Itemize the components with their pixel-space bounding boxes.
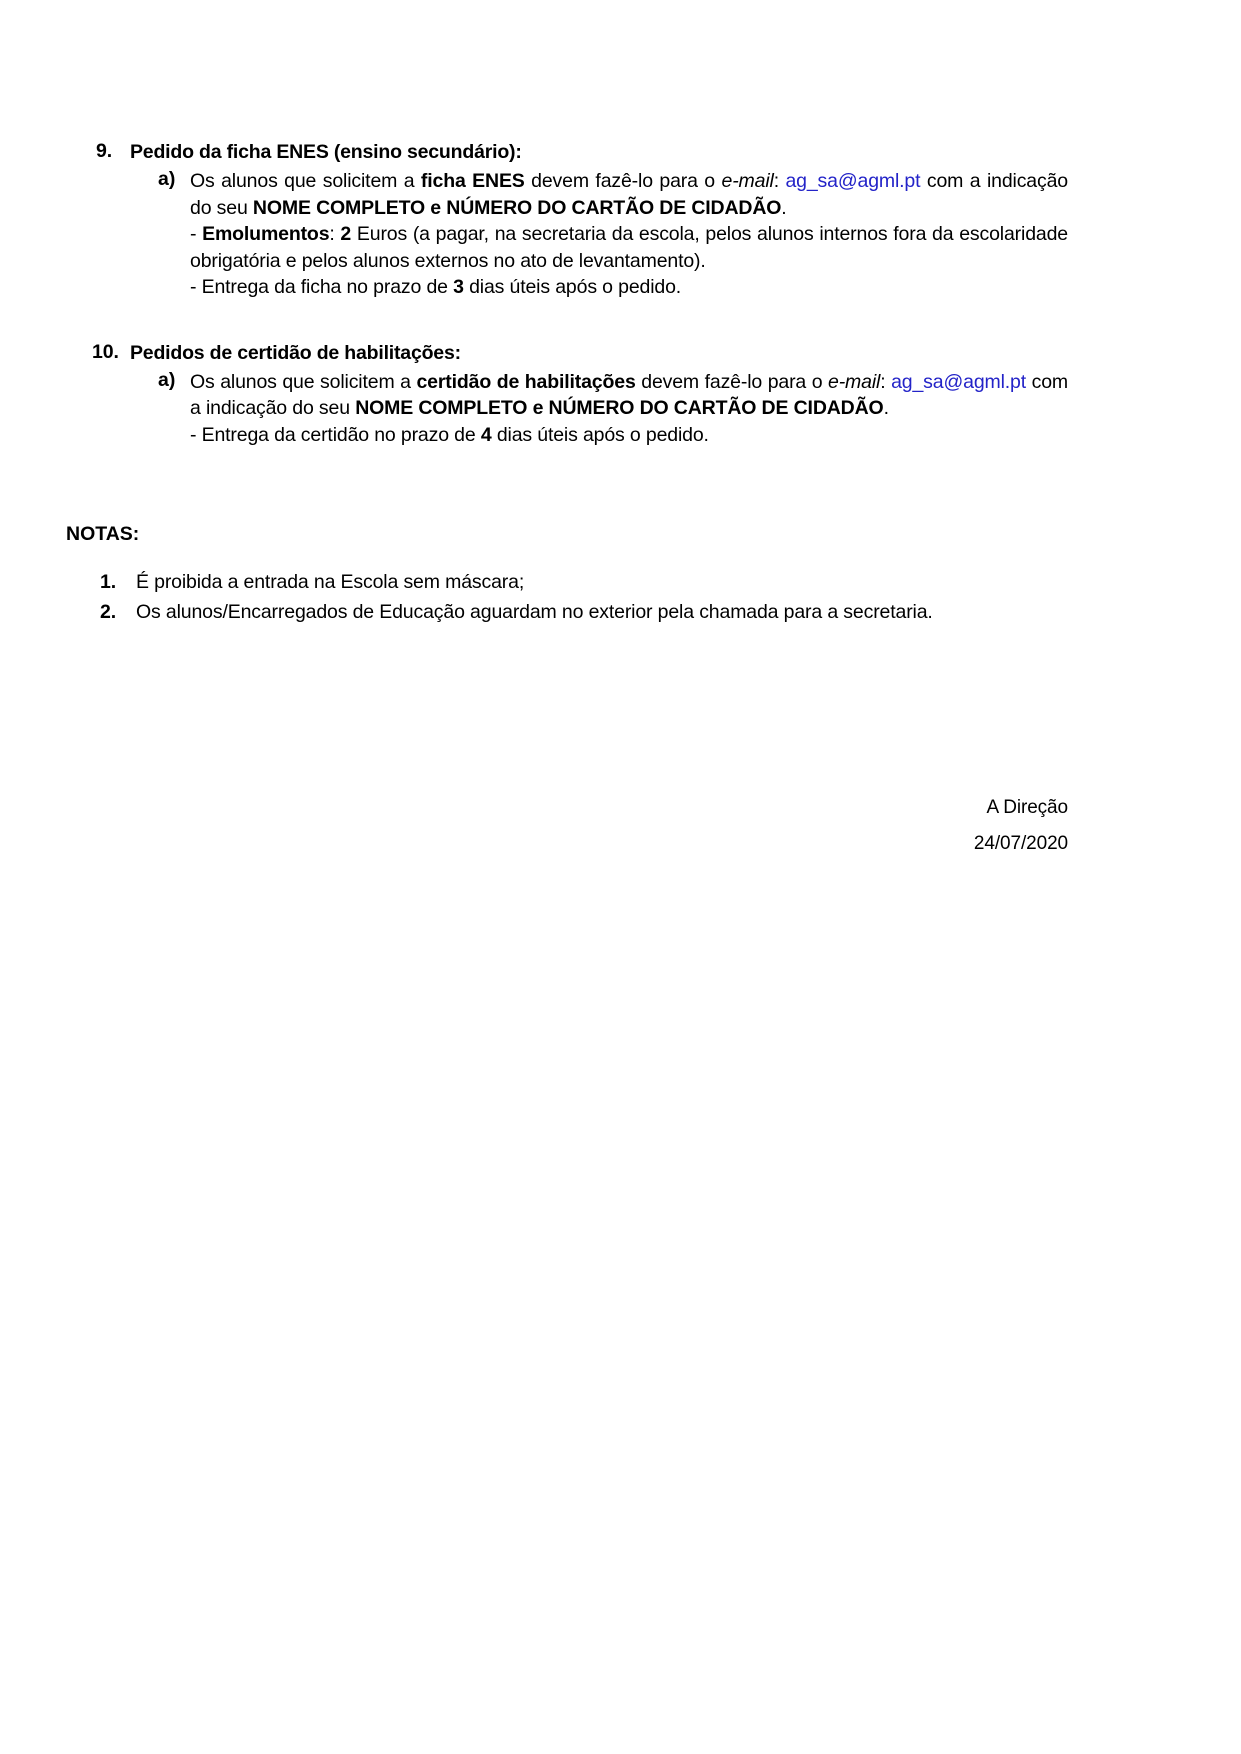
section-10-number: 10. [92, 340, 119, 363]
notas-spacer [68, 448, 1068, 522]
section-9-heading: Pedido da ficha ENES (ensino secundário): [130, 141, 522, 163]
s9a-text-2: devem fazê-lo para o [524, 170, 722, 192]
notas-title: NOTAS: [66, 523, 140, 545]
s9-delivery-post: dias úteis após o pedido. [463, 276, 682, 298]
section-10-entrega [190, 422, 1068, 449]
section-9-item-a-letter: a) [158, 168, 176, 190]
document-body [68, 140, 1068, 627]
email-link-secretaria[interactable]: ag_sa@agml.pt [891, 370, 1027, 393]
s9a-text-1: Os alunos que solicitem a [190, 170, 421, 192]
nota-1-number: 1. [100, 571, 116, 593]
section-spacer [68, 301, 1068, 341]
s9-fee-amount: 2 [340, 223, 352, 245]
s10a-text-4: com a indicação do seu [190, 370, 1068, 419]
s10a-text-2: devem fazê-lo para o [635, 370, 829, 393]
section-9-entrega [190, 274, 1068, 301]
section-9-emolumentos [190, 221, 1068, 274]
s10-delivery-pre: - Entrega da certidão no prazo de [190, 423, 481, 446]
s10a-certidao: certidão de habilitações [416, 370, 636, 393]
s9-fee-rest: Euros (a pagar, na secretaria da escola, pelos alunos internos fora da escolaridade obrigatória e pelos alunos externos no ato de levantamento). [190, 223, 1068, 272]
s9a-nome-cartao: NOME COMPLETO e NÚMERO DO CARTÃO DE CIDADÃO [252, 196, 782, 219]
s9a-text-5: . [781, 196, 787, 219]
nota-2-text: Os alunos/Encarregados de Educação aguardam no exterior pela chamada para a secretaria. [136, 601, 933, 623]
list-item [68, 567, 1068, 597]
s10a-text-3: : [880, 370, 892, 393]
s10a-text-1: Os alunos que solicitem a [190, 370, 417, 393]
section-10 [68, 341, 1068, 449]
section-10-item-a [130, 369, 1068, 449]
email-link-secretaria[interactable]: ag_sa@agml.pt [785, 170, 921, 192]
notas-list [68, 567, 1068, 627]
nota-2-number: 2. [100, 601, 116, 623]
s10a-text-5: . [883, 397, 889, 419]
s9-fee-dash: - [190, 223, 203, 245]
s10a-nome-cartao: NOME COMPLETO e NÚMERO DO CARTÃO DE CIDADÃO [355, 397, 884, 419]
document-footer [68, 790, 1068, 862]
nota-1-text: É proibida a entrada na Escola sem máscara; [136, 571, 525, 593]
list-item [68, 597, 1068, 627]
s9a-email-label: e-mail [721, 170, 774, 192]
section-9 [68, 140, 1068, 301]
s9a-text-3: : [773, 170, 786, 192]
s9a-ficha-enes: ficha ENES [420, 170, 525, 192]
section-10-item-a-text [190, 369, 1068, 422]
s9-delivery-days: 3 [453, 276, 464, 298]
section-9-number: 9. [96, 140, 113, 162]
s10-delivery-days: 4 [480, 423, 492, 446]
s10a-email-label: e-mail [828, 370, 881, 393]
section-10-heading: Pedidos de certidão de habilitações: [130, 341, 461, 364]
section-9-item-a-text [190, 168, 1068, 221]
section-9-item-a [130, 168, 1068, 301]
s9-fee-label: Emolumentos [202, 223, 330, 245]
s9-fee-colon: : [329, 223, 341, 245]
signature-line: A Direção [986, 797, 1068, 818]
section-10-item-a-letter: a) [158, 368, 176, 391]
s10-delivery-post: dias úteis após o pedido. [491, 423, 709, 446]
notas-section [68, 522, 1068, 627]
s9-delivery-pre: - Entrega da ficha no prazo de [190, 276, 454, 298]
s9a-text-4: com a indicação do seu [190, 170, 1068, 219]
date-line: 24/07/2020 [973, 833, 1068, 854]
